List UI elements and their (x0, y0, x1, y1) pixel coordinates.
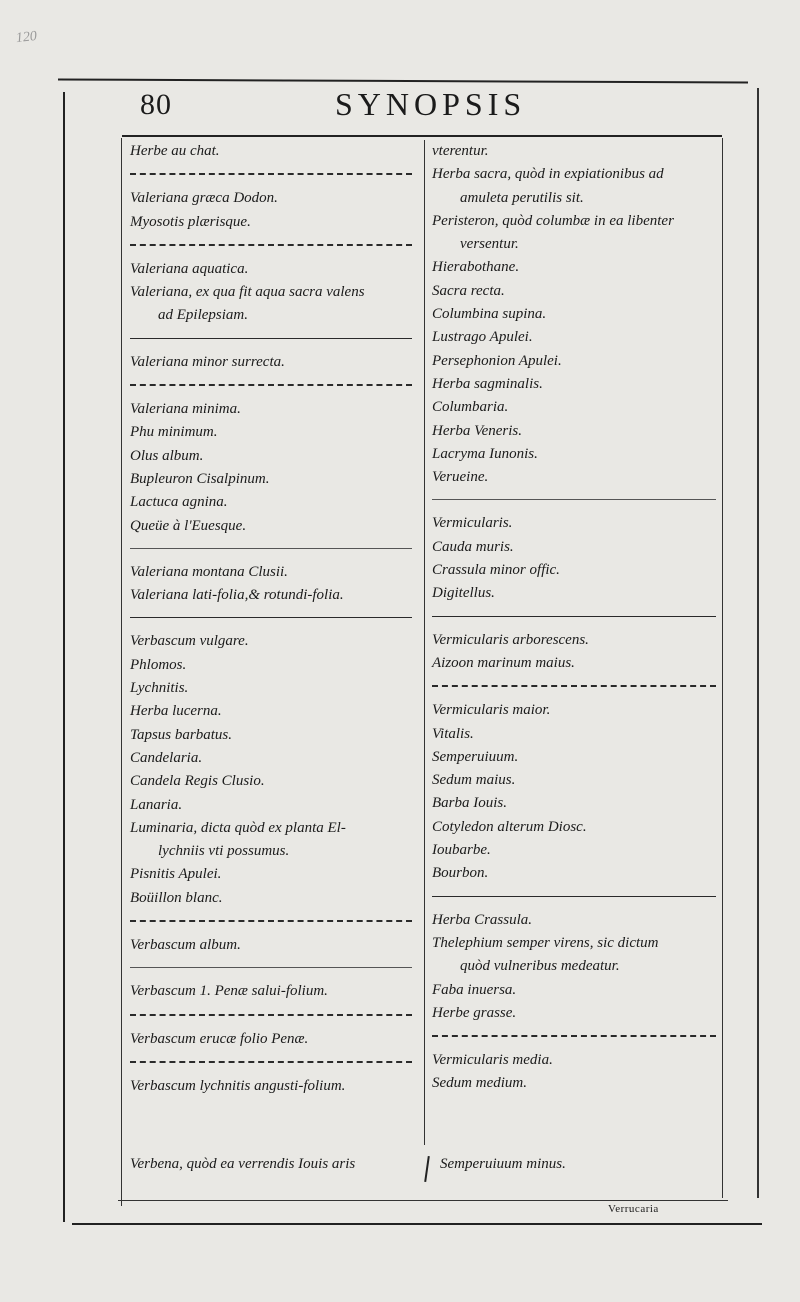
entry-line: Luminaria, dicta quòd ex planta El- (130, 819, 346, 836)
footer-rule (118, 1200, 728, 1201)
entry-line: Herba Veneris. (432, 422, 522, 439)
entry-block (130, 561, 418, 608)
entry-line: Verbascum erucæ folio Penæ. (130, 1030, 309, 1047)
entry-line: Sedum maius. (432, 772, 516, 789)
entry-line: Hierabothane. (432, 259, 520, 276)
frame-left-rule (63, 92, 65, 1222)
separator-rule (432, 1035, 716, 1037)
entry-line: Sacra recta. (432, 282, 505, 299)
entry-block (130, 1075, 418, 1098)
entry-line: Ioubarbe. (432, 842, 491, 859)
entry-line: quòd vulneribus medeatur. (460, 958, 620, 975)
margin-note: 120 (15, 28, 38, 47)
entry-line: Vermicularis. (432, 515, 513, 532)
entry-line: Cauda muris. (432, 538, 514, 555)
entry-line: Herbe au chat. (130, 143, 220, 159)
entry-line: Vermicularis arborescens. (432, 631, 589, 648)
separator-rule (130, 173, 412, 175)
entry-block (130, 980, 418, 1003)
entry-line: Queüe à l'Euesque. (130, 517, 247, 534)
entry-block (130, 258, 418, 328)
entry-line: Columbina supina. (432, 306, 547, 323)
entry-line: Herba Crassula. (432, 911, 533, 928)
header-rule (122, 135, 722, 137)
entry-block (130, 1028, 418, 1051)
final-line-right: Semperuiuum minus. (440, 1156, 566, 1172)
page-number: 80 (140, 88, 172, 121)
entry-line: Valeriana lati-folia,& rotundi-folia. (130, 587, 344, 604)
entry-line: Lychnitis. (130, 680, 189, 697)
entry-line: Herba lucerna. (130, 703, 222, 720)
final-line-left: Verbena, quòd ea verrendis Iouis aris (130, 1156, 356, 1172)
separator-rule (130, 1014, 412, 1016)
entry-line: Valeriana, ex qua fit aqua sacra valens (130, 284, 365, 301)
entry-block (432, 629, 722, 676)
entry-line: Vermicularis maior. (432, 702, 551, 719)
entry-line: Verbascum lychnitis angusti-folium. (130, 1077, 346, 1094)
inner-left-rule (121, 138, 122, 1206)
entry-line: Verbascum vulgare. (130, 633, 249, 650)
entry-line: Verbascum 1. Penæ salui-folium. (130, 983, 328, 1000)
entry-line: Candelaria. (130, 749, 203, 766)
entry-line: Vitalis. (432, 725, 474, 742)
entry-line: Valeriana minima. (130, 401, 241, 418)
separator-rule (130, 1061, 412, 1063)
entry-line: Lacryma Iunonis. (432, 445, 538, 462)
separator-rule (130, 617, 412, 618)
frame-top-rule (58, 78, 748, 83)
entry-line: Digitellus. (432, 585, 495, 602)
entry-line: Persephonion Apulei. (432, 352, 562, 369)
entry-line: Herba sagminalis. (432, 375, 543, 392)
entry-line: Bourbon. (432, 865, 489, 882)
running-head: SYNOPSIS (335, 86, 527, 122)
separator-rule (432, 616, 716, 617)
column-divider (424, 140, 425, 1145)
entry-line: Columbaria. (432, 399, 509, 416)
inner-right-rule (722, 138, 723, 1198)
entry-line: Olus album. (130, 447, 204, 464)
frame-right-rule (757, 88, 759, 1198)
entry-line: Valeriana græca Dodon. (130, 190, 278, 207)
entry-line: Pisnitis Apulei. (130, 866, 222, 883)
separator-rule (130, 384, 412, 386)
entry-line: Verueine. (432, 469, 489, 486)
entry-line: Valeriana montana Clusii. (130, 563, 288, 580)
separator-rule (432, 499, 716, 500)
entry-line: Semperuiuum. (432, 748, 519, 765)
entry-line: Barba Iouis. (432, 795, 507, 812)
entry-line: Sedum medium. (432, 1075, 527, 1092)
entry-line: Candela Regis Clusio. (130, 773, 265, 790)
entry-block (130, 398, 418, 538)
entry-line: amuleta perutilis sit. (460, 189, 584, 206)
entry-block (432, 1049, 722, 1096)
right-column (432, 140, 722, 1096)
left-column (130, 140, 418, 1098)
entry-line: Phu minimum. (130, 424, 218, 441)
continuation-bar (424, 1156, 430, 1182)
entry-line: Crassula minor offic. (432, 562, 560, 579)
entry-line: Peristeron, quòd columbæ in ea libenter (432, 212, 674, 229)
separator-rule (130, 338, 412, 339)
entry-line: Lustrago Apulei. (432, 329, 533, 346)
entry-line: Herba sacra, quòd in expiationibus ad (432, 166, 664, 183)
separator-rule (432, 685, 716, 687)
separator-rule (130, 548, 412, 549)
entry-line: lychniis vti possumus. (158, 843, 290, 860)
entry-line: vterentur. (432, 143, 489, 159)
entry-line: Boüillon blanc. (130, 889, 223, 906)
entry-line: Tapsus barbatus. (130, 726, 232, 743)
entry-line: ad Epilepsiam. (158, 307, 248, 324)
entry-line: Faba inuersa. (432, 981, 517, 998)
entry-block (432, 909, 722, 1025)
entry-line: Aizoon marinum maius. (432, 654, 575, 671)
separator-rule (130, 967, 412, 968)
entry-line: Valeriana minor surrecta. (130, 353, 285, 370)
entry-line: Cotyledon alterum Diosc. (432, 818, 587, 835)
entry-line: Valeriana aquatica. (130, 260, 249, 277)
separator-rule (432, 896, 716, 897)
entry-block (130, 934, 418, 957)
entry-line: Bupleuron Cisalpinum. (130, 470, 270, 487)
entry-line: Vermicularis media. (432, 1052, 553, 1069)
entry-line: versentur. (460, 236, 519, 253)
entry-block (130, 140, 418, 163)
entry-line: Phlomos. (130, 656, 187, 673)
separator-rule (130, 920, 412, 922)
entry-block (432, 512, 722, 605)
entry-line: Myosotis plærisque. (130, 213, 251, 230)
catchword: Verrucaria (608, 1203, 659, 1215)
entry-line: Verbascum album. (130, 937, 241, 954)
entry-line: Herbe grasse. (432, 1004, 517, 1021)
entry-block (432, 699, 722, 885)
entry-block (130, 630, 418, 910)
entry-line: Thelephium semper virens, sic dictum (432, 934, 659, 951)
entry-line: Lactuca agnina. (130, 494, 228, 511)
entry-block (432, 140, 722, 489)
entry-block (130, 351, 418, 374)
separator-rule (130, 244, 412, 246)
entry-line: Lanaria. (130, 796, 183, 813)
entry-block (130, 187, 418, 234)
frame-bottom-rule (72, 1223, 762, 1225)
